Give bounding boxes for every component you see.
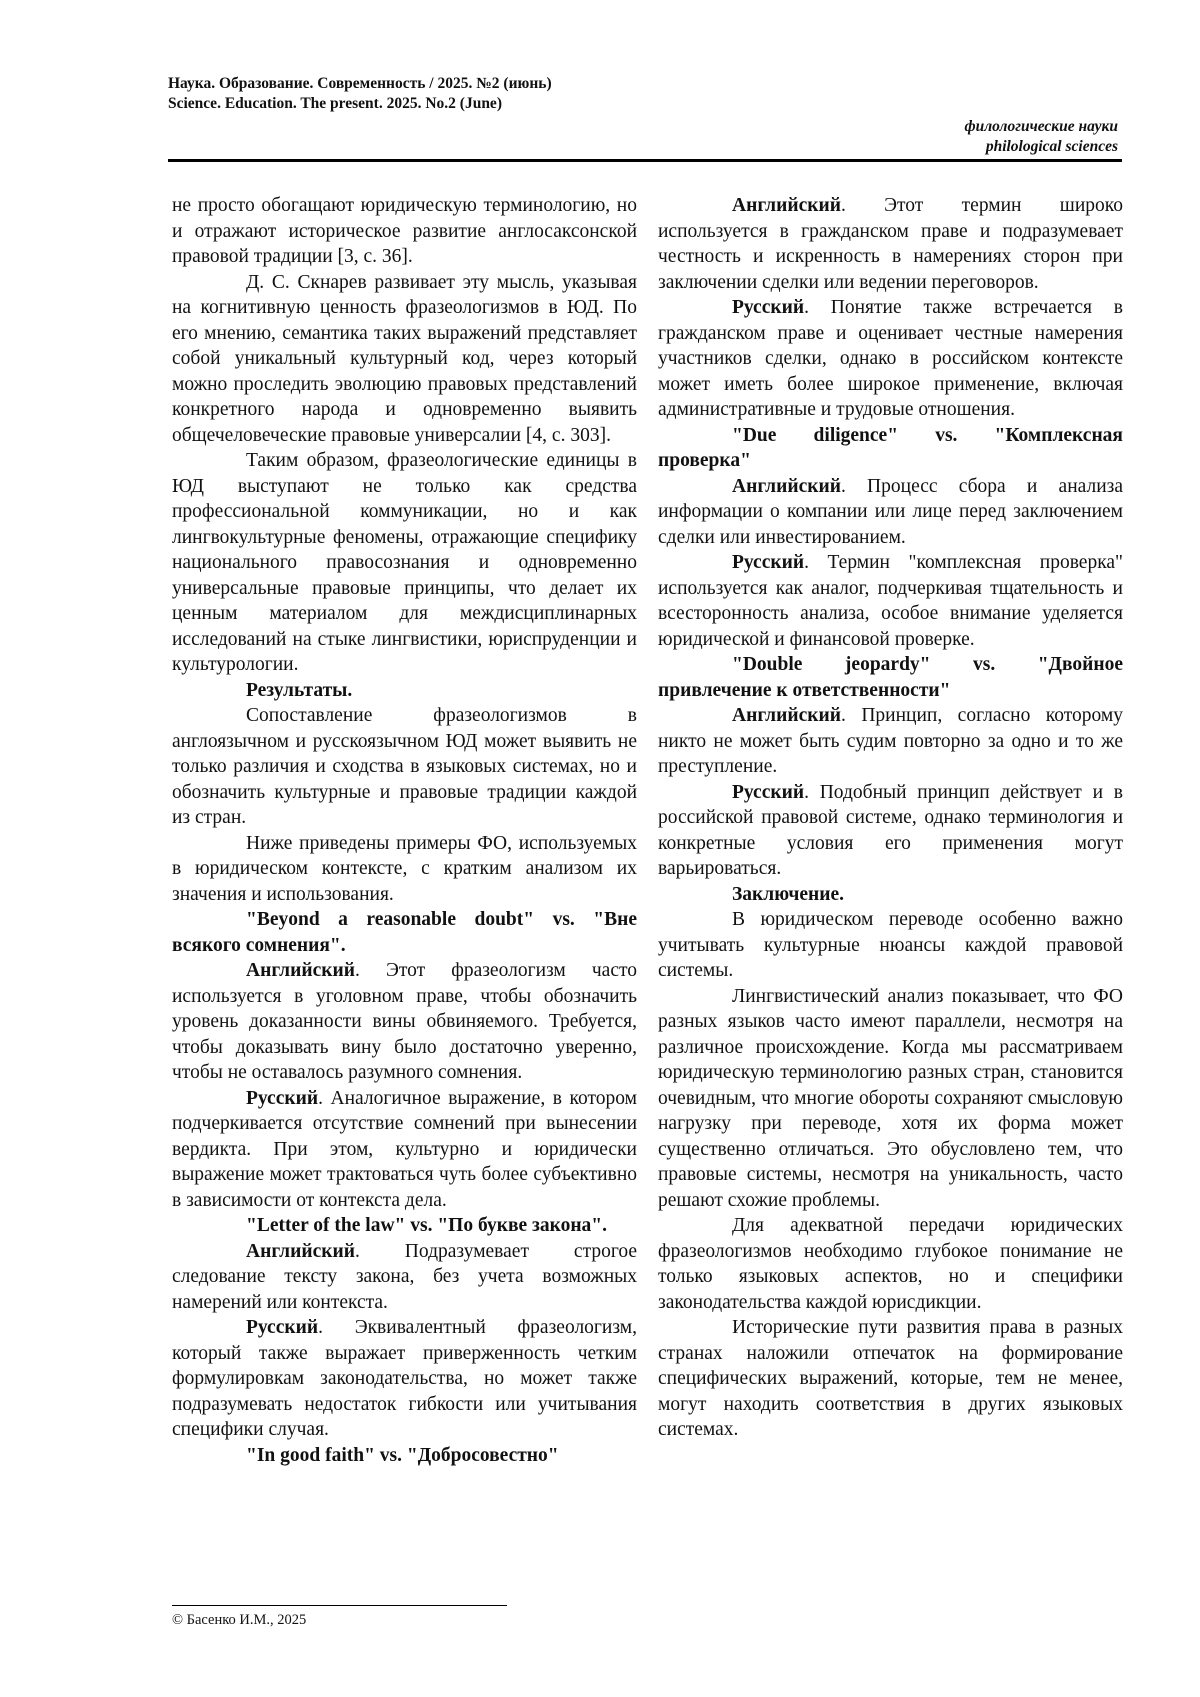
lang-label: Русский (732, 781, 805, 803)
example-title: "Beyond a reasonable doubt" vs. "Вне всякого сомнения". (172, 909, 637, 956)
paragraph: Для адекватной передачи юридических фразеологизмов необходимо глубокое понимание не только языковых аспектов, но и специфики законодательства каждой юрисдикции. (658, 1215, 1123, 1313)
journal-title-en: Science. Education. The present. 2025. No.2 (June) (168, 95, 502, 112)
paragraph: Лингвистический анализ показывает, что ФО разных языков часто имеют параллели, несмотря на различное происхождение. Когда мы рассматриваем юридическую терминологию разных стран, становится очевидным, что многие обороты сохраняют смысловую нагрузку при переводе, хотя их форма может существенно отличаться. Это обусловлено тем, что правовые системы, несмотря на уникальность, часто решают схожие проблемы. (658, 985, 1123, 1211)
paragraph: не просто обогащают юридическую терминологию, но и отражают историческое развитие англосаксонской правовой традиции [3, с. 36]. (172, 195, 637, 267)
journal-title-ru: Наука. Образование. Современность / 2025. №2 (июнь) (168, 75, 552, 92)
example-title: "In good faith" vs. "Добросовестно" (246, 1444, 559, 1466)
journal-header (168, 74, 552, 114)
example-text: . Понятие также встречается в гражданском праве и оценивает честные намерения участников сделки, однако в российском контексте может иметь более широкое применение, включая административные и трудовые отношения. (658, 297, 1123, 420)
lang-label: Русский (246, 1317, 319, 1338)
paragraph: Ниже приведены примеры ФО, используемых в юридическом контексте, с кратким анализом их значения и использования. (172, 832, 637, 905)
paragraph: Исторические пути развития права в разных странах наложили отпечаток на формирование специфических выражений, которые, тем не менее, могут находить соответствия в других языковых системах. (658, 1317, 1123, 1440)
paragraph: Сопоставление фразеологизмов в англоязычном и русскоязычном ЮД может выявить не только различия и сходства в языковых системах, но и обозначить культурные и правовые традиции каждой из стран. (172, 705, 637, 828)
example-russian (172, 1315, 637, 1443)
example-text: . Эквивалентный фразеологизм, который также выражает приверженность четким формулировкам законодательства, но может также подразумевать недостаток гибкости или учитывания специфики случая. (172, 1317, 637, 1440)
right-column (658, 193, 1123, 1443)
copyright-notice: © Басенко И.М., 2025 (172, 1612, 307, 1628)
lang-label: Русский (732, 552, 805, 573)
example-text: . Этот фразеологизм часто используется в уголовном праве, чтобы обозначить уровень доказанности вины обвиняемого. Требуется, чтобы доказывать вину было достаточно уверенно, чтобы не оставалось разумного сомнения. (172, 960, 637, 1083)
example-text: . Термин "комплексная проверка" используется как аналог, подчеркивая тщательность и всесторонность анализа, особое внимание уделяется юридической и финансовой проверке. (658, 552, 1123, 650)
example-russian (658, 550, 1123, 652)
example-text: . Аналогичное выражение, в котором подчеркивается отсутствие сомнений при вынесении вердикта. При этом, культурно и юридически выражение может трактоваться чуть более субъективно в зависимости от контекста дела. (172, 1087, 637, 1211)
section-en: philological sciences (985, 138, 1118, 155)
footnote-rule (172, 1605, 507, 1606)
lang-label: Английский (246, 1240, 355, 1262)
example-english (172, 1239, 637, 1316)
example-russian (658, 295, 1123, 423)
section-ru: филологические науки (964, 118, 1118, 135)
example-english (658, 193, 1123, 295)
example-text: . Подразумевает строгое следование тексту закона, без учета возможных намерений или контекста. (172, 1240, 637, 1313)
example-title: "Due diligence" vs. "Комплексная проверка" (658, 424, 1123, 471)
lang-label: Русский (732, 297, 805, 318)
header-rule (168, 159, 1122, 162)
lang-label: Английский (732, 195, 841, 216)
example-russian (658, 780, 1123, 882)
paragraph: В юридическом переводе особенно важно учитывать культурные нюансы каждой правовой системы. (658, 909, 1123, 981)
example-text: . Принцип, согласно которому никто не может быть судим повторно за одно и то же преступление. (658, 705, 1123, 777)
results-heading: Результаты. (246, 679, 353, 701)
lang-label: Английский (246, 960, 355, 981)
paragraph: Д. С. Скнарев развивает эту мысль, указывая на когнитивную ценность фразеологизмов в ЮД. По его мнению, семантика таких выражений представляет собой уникальный культурный код, через который можно проследить эволюцию правовых представлений конкретного народа и одновременно выявить общечеловеческие правовые универсалии [4, с. 303]. (172, 271, 637, 446)
lang-label: Русский (246, 1087, 319, 1109)
example-russian (172, 1086, 637, 1214)
example-english (658, 474, 1123, 551)
left-column (172, 193, 637, 1468)
example-title: "Double jeopardy" vs. "Двойное привлечение к ответственности" (658, 654, 1123, 701)
example-text: . Подобный принцип действует и в российской правовой системе, однако терминология и конкретные условия его применения могут варьироваться. (658, 781, 1123, 879)
example-title: "Letter of the law" vs. "По букве закона". (246, 1215, 608, 1236)
example-text: . Процесс сбора и анализа информации о компании или лице перед заключением сделки или инвестированием. (658, 475, 1123, 548)
example-text: . Этот термин широко используется в гражданском праве и подразумевает честность и искренность в намерениях сторон при заключении сделки или ведении переговоров. (658, 195, 1123, 293)
section-header (964, 117, 1118, 157)
conclusion-heading: Заключение. (732, 883, 845, 905)
lang-label: Английский (732, 475, 841, 497)
example-english (172, 958, 637, 1086)
example-english (658, 703, 1123, 780)
lang-label: Английский (732, 705, 841, 726)
paragraph: Таким образом, фразеологические единицы в ЮД выступают не только как средства профессиональной коммуникации, но и как лингвокультурные феномены, отражающие специфику национального правосознания и одновременно универсальные правовые принципы, что делает их ценным материалом для междисциплинарных исследований на стыке лингвистики, юриспруденции и культурологии. (172, 450, 637, 675)
